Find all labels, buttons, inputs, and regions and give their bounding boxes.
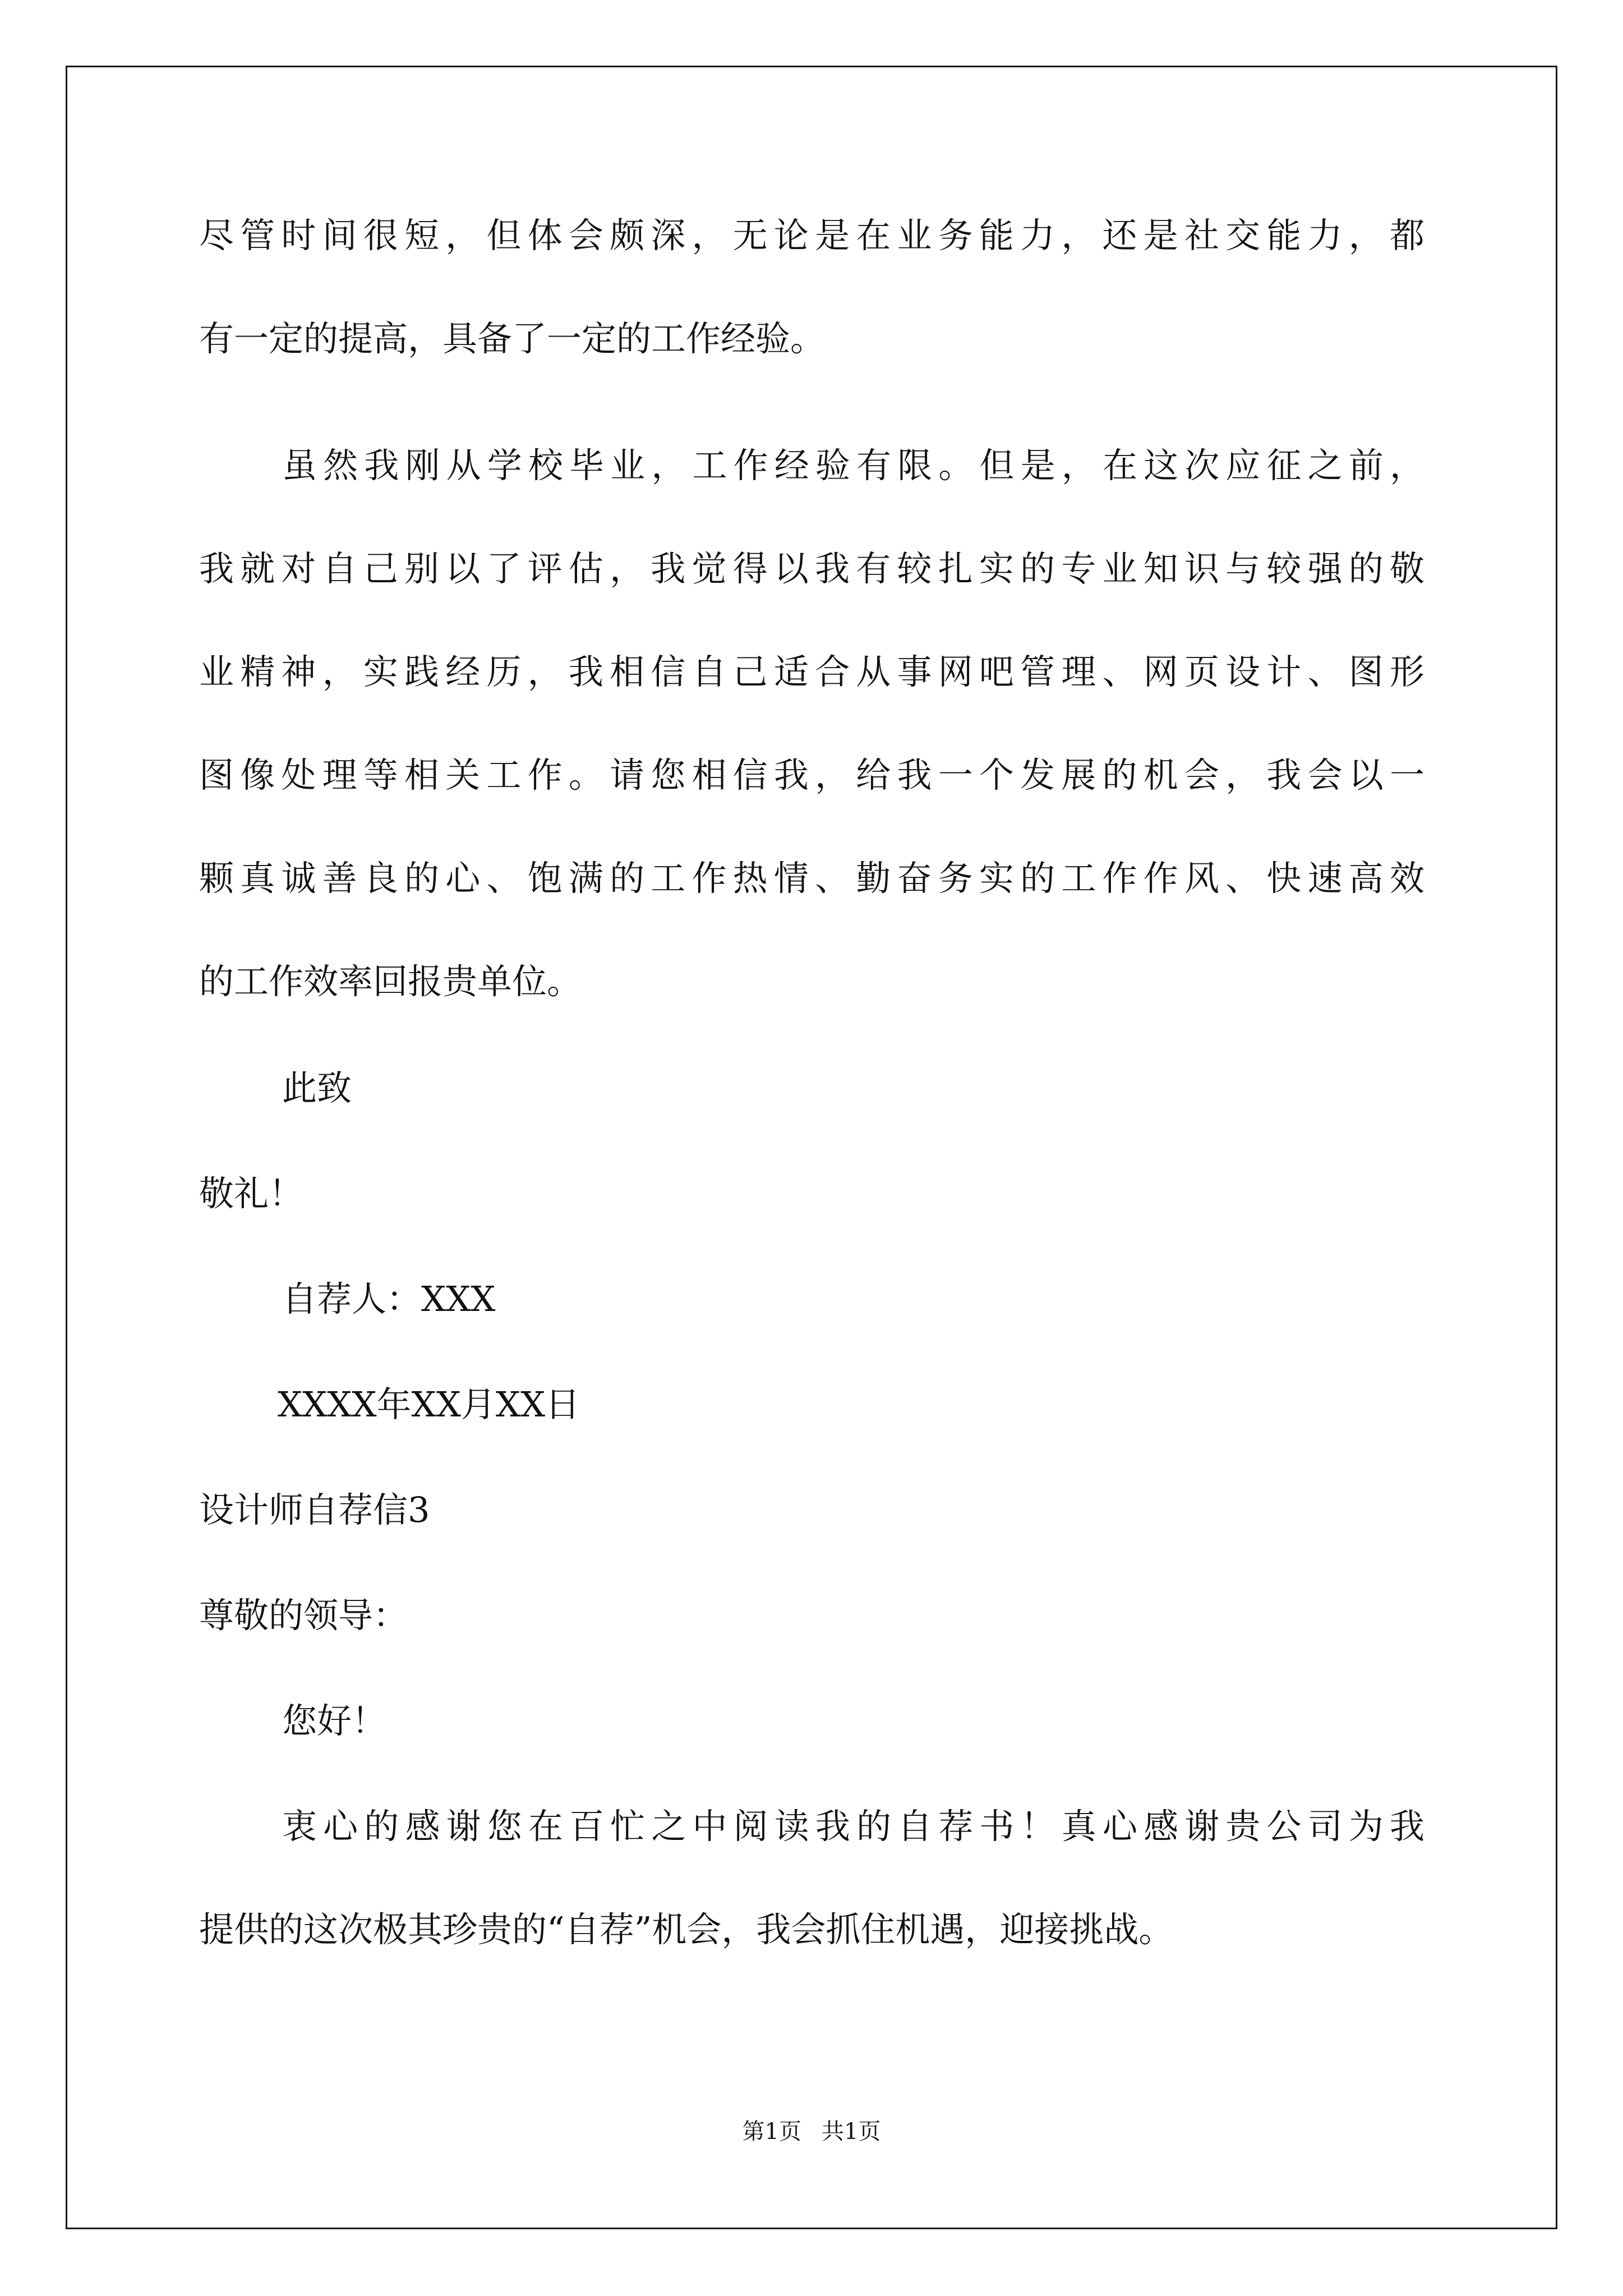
greeting-line: 尊敬的领导： xyxy=(199,1595,408,1636)
signature-line: 自荐人：XXX xyxy=(282,1278,496,1319)
closing-line: 此致 xyxy=(282,1068,352,1108)
paragraph-line: 的工作效率回报贵单位。 xyxy=(199,961,582,1002)
paragraph-line: 图像处理等相关工作。请您相信我，给我一个发展的机会，我会以一 xyxy=(199,754,1424,795)
paragraph-line: 虽然我刚从学校毕业，工作经验有限。但是，在这次应征之前， xyxy=(282,445,1424,486)
date-line: XXXX年XX月XX日 xyxy=(278,1384,580,1425)
paragraph-line: 衷心的感谢您在百忙之中阅读我的自荐书！真心感谢贵公司为我 xyxy=(282,1806,1424,1847)
page-total: 共1页 xyxy=(822,2119,881,2145)
paragraph-line: 我就对自己别以了评估，我觉得以我有较扎实的专业知识与较强的敬 xyxy=(199,548,1424,589)
paragraph-line: 业精神，实践经历，我相信自己适合从事网吧管理、网页设计、图形 xyxy=(199,651,1424,692)
section-title: 设计师自荐信3 xyxy=(199,1489,430,1530)
paragraph-line: 尽管时间很短，但体会颇深，无论是在业务能力，还是社交能力，都 xyxy=(199,215,1424,256)
page-number: 第1页 xyxy=(742,2119,801,2145)
salutation-line: 敬礼！ xyxy=(199,1173,304,1214)
paragraph-line: 颗真诚善良的心、饱满的工作热情、勤奋务实的工作作风、快速高效 xyxy=(199,858,1424,899)
paragraph-line: 有一定的提高，具备了一定的工作经验。 xyxy=(199,318,826,359)
paragraph-line: 提供的这次极其珍贵的“自荐”机会，我会抓住机遇，迎接挑战。 xyxy=(199,1909,1174,1950)
greeting-line: 您好！ xyxy=(282,1700,387,1741)
page-footer xyxy=(0,2118,1623,2146)
page-border xyxy=(66,66,1557,2229)
